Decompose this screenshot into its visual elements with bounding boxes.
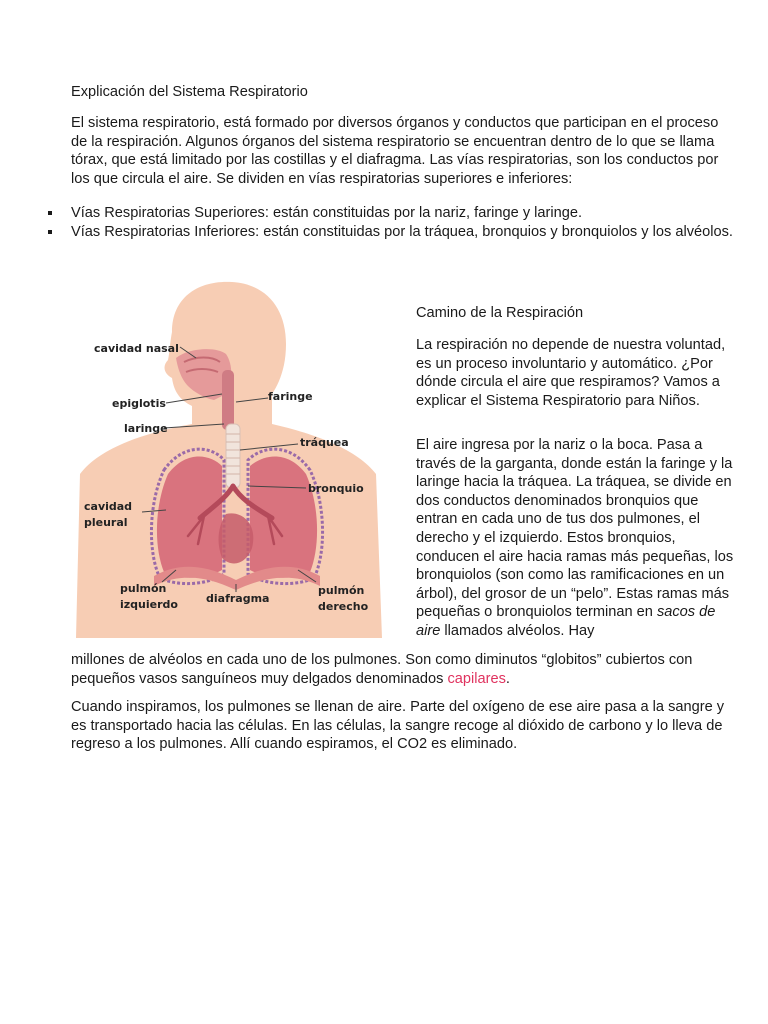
paragraph-text: . [505, 670, 510, 687]
paragraph-respiracion: La respiración no depende de nuestra voluntad, es un proceso involuntario y automático. ¿Por dónde circula el aire que respiramos? Vamos a explicar el Sistema Respiratorio para Niños. [416, 337, 726, 409]
label-pulmon-derecho-2: derecho [318, 600, 369, 613]
label-laringe: laringe [124, 422, 168, 435]
bullet-list [46, 204, 736, 241]
bullet-marker [48, 211, 52, 215]
bullet-text: Vías Respiratorias Superiores: están constituidas por la nariz, faringe y laringe. [71, 205, 583, 221]
intro-paragraph: El sistema respiratorio, está formado por diversos órganos y conductos que participan en el proceso de la respiración. Algunos órganos del sistema respiratorio se encuentran dentro de lo que se llama tórax, que está limitado por las costillas y el diafragma. Las vías respiratorias, son los conductos por los que circula el aire. Se dividen en vías respiratorias superiores e inferiores: [71, 115, 719, 187]
label-traquea: tráquea [300, 436, 349, 449]
label-pulmon-izquierdo-1: pulmón [120, 582, 167, 595]
section-title: Camino de la Respiración [416, 305, 584, 321]
paragraph-inspiracion: Cuando inspiramos, los pulmones se llenan de aire. Parte del oxígeno de ese aire pasa a la sangre y es transportado hacia las células. En las células, la sangre recoge al dióxido de carbono y lo lleva de regreso a los pulmones. Allí cuando espiramos, el CO2 es eliminado. [71, 699, 725, 753]
paragraph-camino-aire [416, 436, 734, 641]
label-bronquio: bronquio [308, 482, 364, 495]
italic-text: sacos de aire [416, 604, 716, 639]
label-diafragma: diafragma [206, 592, 270, 605]
paragraph-text: millones de alvéolos en cada uno de los pulmones. Son como diminutos “globitos” cubiertos con pequeños vasos sanguíneos muy delgados denominados [71, 652, 693, 687]
bullet-marker [48, 230, 52, 234]
highlight-link-capilares[interactable]: capilares [447, 670, 506, 687]
label-cavidad-pleural-1: cavidad [84, 500, 133, 513]
respiratory-system-illustration [76, 274, 386, 638]
bullet-text: Vías Respiratorias Inferiores: están constituidas por la tráquea, bronquios y bronquiolos y los alvéolos. [71, 223, 733, 240]
label-pulmon-derecho-1: pulmón [318, 584, 365, 597]
label-cavidad-nasal: cavidad nasal [94, 342, 179, 355]
label-faringe: faringe [268, 390, 313, 403]
paragraph-text: llamados alvéolos. Hay [440, 622, 595, 639]
list-item [46, 204, 736, 223]
paragraph-alveolos [71, 651, 741, 688]
paragraph-text: El aire ingresa por la nariz o la boca. Pasa a través de la garganta, donde están la faringe y la laringe hacia la tráquea. La tráquea, se divide en dos conductos denominados bronquios que entran en cada uno de tus dos pulmones, el derecho y el izquierdo. Estos bronquios, conducen el aire hacia ramas más pequeñas, los bronquiolos (son como las ramificaciones en un árbol), del grosor de un “pelo”. Estas ramas más pequeñas o bronquiolos terminan en [416, 437, 734, 621]
document-title: Explicación del Sistema Respiratorio [71, 84, 308, 100]
label-pulmon-izquierdo-2: izquierdo [120, 598, 178, 611]
label-cavidad-pleural-2: pleural [84, 516, 128, 529]
list-item [46, 223, 736, 242]
label-epiglotis: epiglotis [112, 397, 166, 410]
